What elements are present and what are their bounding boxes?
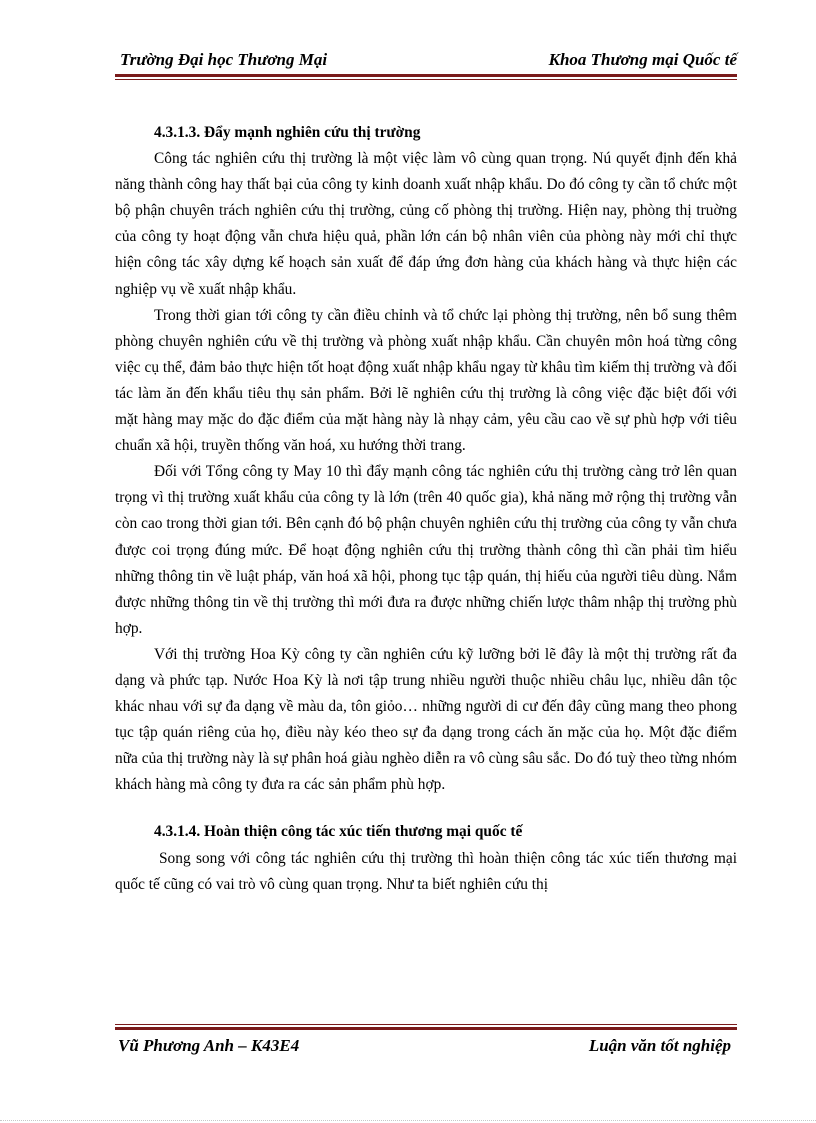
footer-author: Vũ Phương Anh – K43E4 bbox=[118, 1036, 300, 1055]
footer-rule-thin bbox=[115, 1024, 737, 1025]
header-faculty: Khoa Thương mại Quốc tế bbox=[548, 50, 737, 69]
header-university: Trường Đại học Thương Mại bbox=[120, 50, 328, 69]
section-heading-4-3-1-3: 4.3.1.3. Đẩy mạnh nghiên cứu thị trường bbox=[154, 124, 421, 141]
paragraph: Song song với công tác nghiên cứu thị trường thì hoàn thiện công tác xúc tiến thương mại quốc tế cũng có vai trò vô cùng quan trọng. Như ta biết nghiên cứu thị bbox=[115, 849, 737, 893]
section-heading-4-3-1-4: 4.3.1.4. Hoàn thiện công tác xúc tiến thương mại quốc tế bbox=[154, 823, 523, 841]
page-header bbox=[115, 48, 737, 72]
page-body bbox=[115, 120, 737, 898]
paragraph: Với thị trường Hoa Kỳ công ty cần nghiên cứu kỹ lưỡng bởi lẽ đây là một thị trường rất đa dạng và phức tạp. Nước Hoa Kỳ là nơi tập trung nhiều người thuộc nhiều châu lục, nhiều dân tộc khác nhau với sự đa dạng về màu da, tôn giỏo… những người di cư đến đây cũng mang theo phong tục tập quán riêng của họ, điều này kéo theo sự đa dạng trong cách ăn mặc của họ. Một đặc điểm nữa của thị trường này là sự phân hoá giàu nghèo diễn ra vô cùng sâu sắc. Do đó tuỳ theo từng nhóm khách hàng mà công ty đưa ra các sản phẩm phù hợp. bbox=[115, 645, 737, 794]
paragraph: Trong thời gian tới công ty cần điều chỉnh và tổ chức lại phòng thị trường, nên bổ sung thêm phòng chuyên nghiên cứu về thị trường và phòng xuất nhập khẩu. Cần chuyên môn hoá từng công việc cụ thể, đảm bảo thực hiện tốt hoạt động xuất nhập khẩu ngay từ khâu tìm kiếm thị trường và đối tác làm ăn đến khẩu tiêu thụ sản phẩm. Bởi lẽ nghiên cứu thị trường là công việc đặc biệt đối với mặt hàng may mặc do đặc điểm của mặt hàng này là nhạy cảm, yêu cầu cao về sự phù hợp với tiêu chuẩn xã hội, truyền thống văn hoá, xu hướng thời trang. bbox=[115, 306, 737, 455]
footer-rule-thick bbox=[115, 1027, 737, 1030]
footer-doc-type: Luận văn tốt nghiệp bbox=[588, 1036, 731, 1055]
paragraph: Đối với Tổng công ty May 10 thì đẩy mạnh công tác nghiên cứu thị trường càng trở lên quan trọng vì thị trường xuất khẩu của công ty là lớn (trên 40 quốc gia), khả năng mở rộng thị trường vẫn còn cao trong thời gian tới. Bên cạnh đó bộ phận chuyên nghiên cứu thị trường của công ty vẫn chưa được coi trọng đúng mức. Để hoạt động nghiên cứu thị trường thành công thì cần phải tìm hiểu những thông tin về luật pháp, văn hoá xã hội, phong tục tập quán, thị hiếu của người tiêu dùng. Nắm được những thông tin về thị trường thì mới đưa ra được những chiến lược thâm nhập thị trường phù hợp. bbox=[115, 463, 737, 637]
header-rule-thin bbox=[115, 79, 737, 80]
paragraph: Công tác nghiên cứu thị trường là một việc làm vô cùng quan trọng. Nú quyết định đến khả năng thành công hay thất bại của công ty kinh doanh xuất nhập khẩu. Do đó công ty cần tổ chức một bộ phận chuyên trách nghiên cứu thị trường, củng cố phòng thị trường. Hiện nay, phòng thị truờng của công ty hoạt động vẫn chưa hiệu quả, phần lớn cán bộ nhân viên của phòng này mới chỉ thực hiện công tác xây dựng kế hoạch sản xuất để đáp ứng đơn hàng của khách hàng và thực hiện các nghiệp vụ về xuất nhập khẩu. bbox=[115, 150, 737, 298]
page-footer bbox=[115, 1036, 737, 1060]
page-bottom-divider bbox=[0, 1120, 816, 1121]
header-rule-thick bbox=[115, 74, 737, 77]
